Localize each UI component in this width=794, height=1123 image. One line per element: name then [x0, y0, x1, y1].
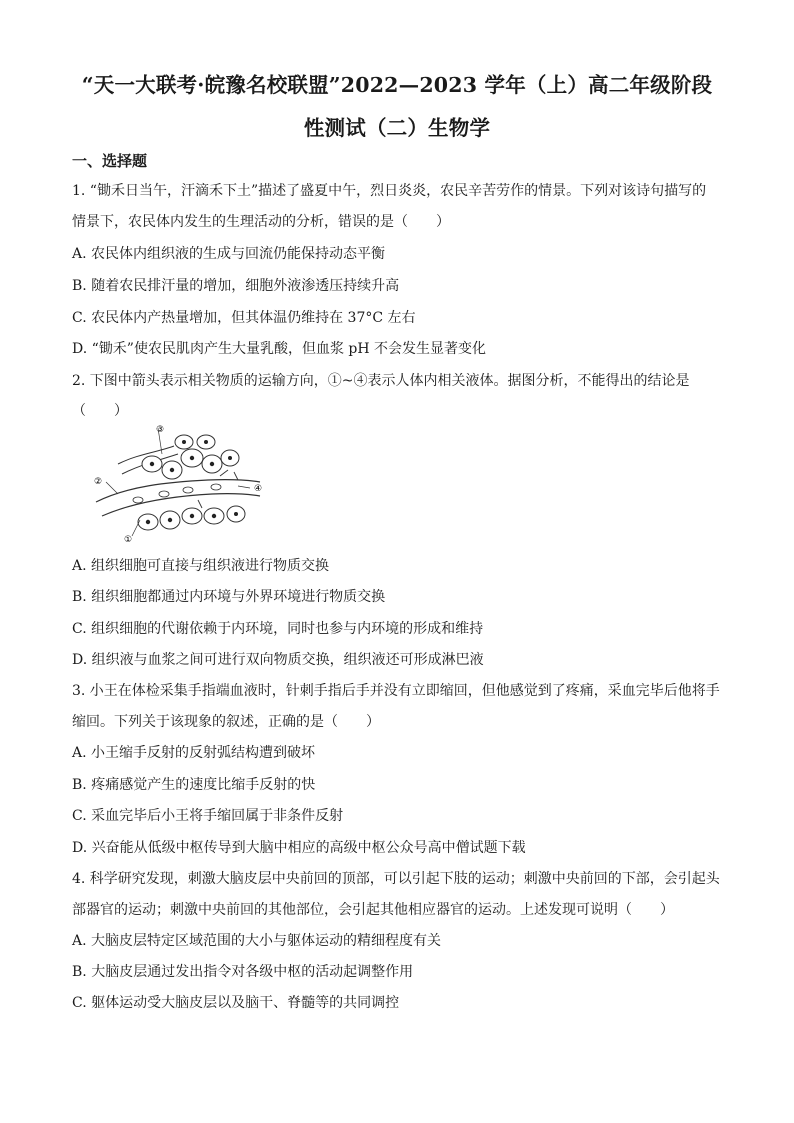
q2-stem-line1: 2. 下图中箭头表示相关物质的运输方向，①~④表示人体内相关液体。据图分析，不能得出的结论是	[72, 373, 690, 389]
q2-option-d: D. 组织液与血浆之间可进行双向物质交换，组织液还可形成淋巴液	[72, 652, 484, 668]
q4-option-c: C. 躯体运动受大脑皮层以及脑干、脊髓等的共同调控	[72, 995, 400, 1011]
q3-option-a: A. 小王缩手反射的反射弧结构遭到破坏	[72, 745, 316, 761]
q4-stem-line1: 4. 科学研究发现，刺激大脑皮层中央前回的顶部，可以引起下肢的运动；刺激中央前回的下部，会引起头	[72, 871, 720, 887]
fig-label-2: ②	[93, 477, 103, 487]
q3-stem-line2: 缩回。下列关于该现象的叙述，正确的是（ ）	[72, 714, 380, 730]
q2-option-a: A. 组织细胞可直接与组织液进行物质交换	[72, 558, 330, 574]
q4-option-b: B. 大脑皮层通过发出指令对各级中枢的活动起调整作用	[72, 964, 414, 980]
exam-title-line2: 性测试（二）生物学	[303, 116, 491, 140]
q1-option-b: B. 随着农民排汗量的增加，细胞外液渗透压持续升高	[72, 278, 400, 294]
tissue-fluid-diagram	[88, 424, 268, 544]
q1-stem-line2: 情景下，农民体内发生的生理活动的分析，错误的是（ ）	[72, 214, 450, 230]
fig-label-4: ④	[253, 484, 263, 494]
q2-stem-line2: （ ）	[72, 403, 128, 419]
q2-option-c: C. 组织细胞的代谢依赖于内环境，同时也参与内环境的形成和维持	[72, 621, 484, 637]
section-heading: 一、选择题	[72, 152, 148, 170]
fig-label-1: ①	[123, 535, 133, 544]
q1-option-d: D. “锄禾”使农民肌肉产生大量乳酸，但血浆 pH 不会发生显著变化	[72, 341, 487, 357]
q1-option-a: A. 农民体内组织液的生成与回流仍能保持动态平衡	[72, 246, 386, 262]
q3-stem-line1: 3. 小王在体检采集手指端血液时，针刺手指后手并没有立即缩回，但他感觉到了疼痛，采血完毕后他将手	[72, 683, 720, 699]
fig-label-3: ③	[155, 425, 165, 435]
exam-title-line1: “天一大联考·皖豫名校联盟”2022—2023 学年（上）高二年级阶段	[81, 73, 713, 97]
q3-option-c: C. 采血完毕后小王将手缩回属于非条件反射	[72, 808, 344, 824]
q3-option-d: D. 兴奋能从低级中枢传导到大脑中相应的高级中枢公众号高中僧试题下载	[72, 840, 526, 856]
q4-option-a: A. 大脑皮层特定区域范围的大小与躯体运动的精细程度有关	[72, 933, 442, 949]
q4-stem-line2: 部器官的运动；刺激中央前回的其他部位，会引起其他相应器官的运动。上述发现可说明（ ）	[72, 902, 674, 918]
q3-option-b: B. 疼痛感觉产生的速度比缩手反射的快	[72, 777, 316, 793]
q2-option-b: B. 组织细胞都通过内环境与外界环境进行物质交换	[72, 589, 386, 605]
q1-option-c: C. 农民体内产热量增加，但其体温仍维持在 37°C 左右	[72, 310, 416, 326]
q1-stem-line1: 1. “锄禾日当午，汗滴禾下土”描述了盛夏中午，烈日炎炎，农民辛苦劳作的情景。下列对该诗句描写的	[72, 183, 707, 199]
